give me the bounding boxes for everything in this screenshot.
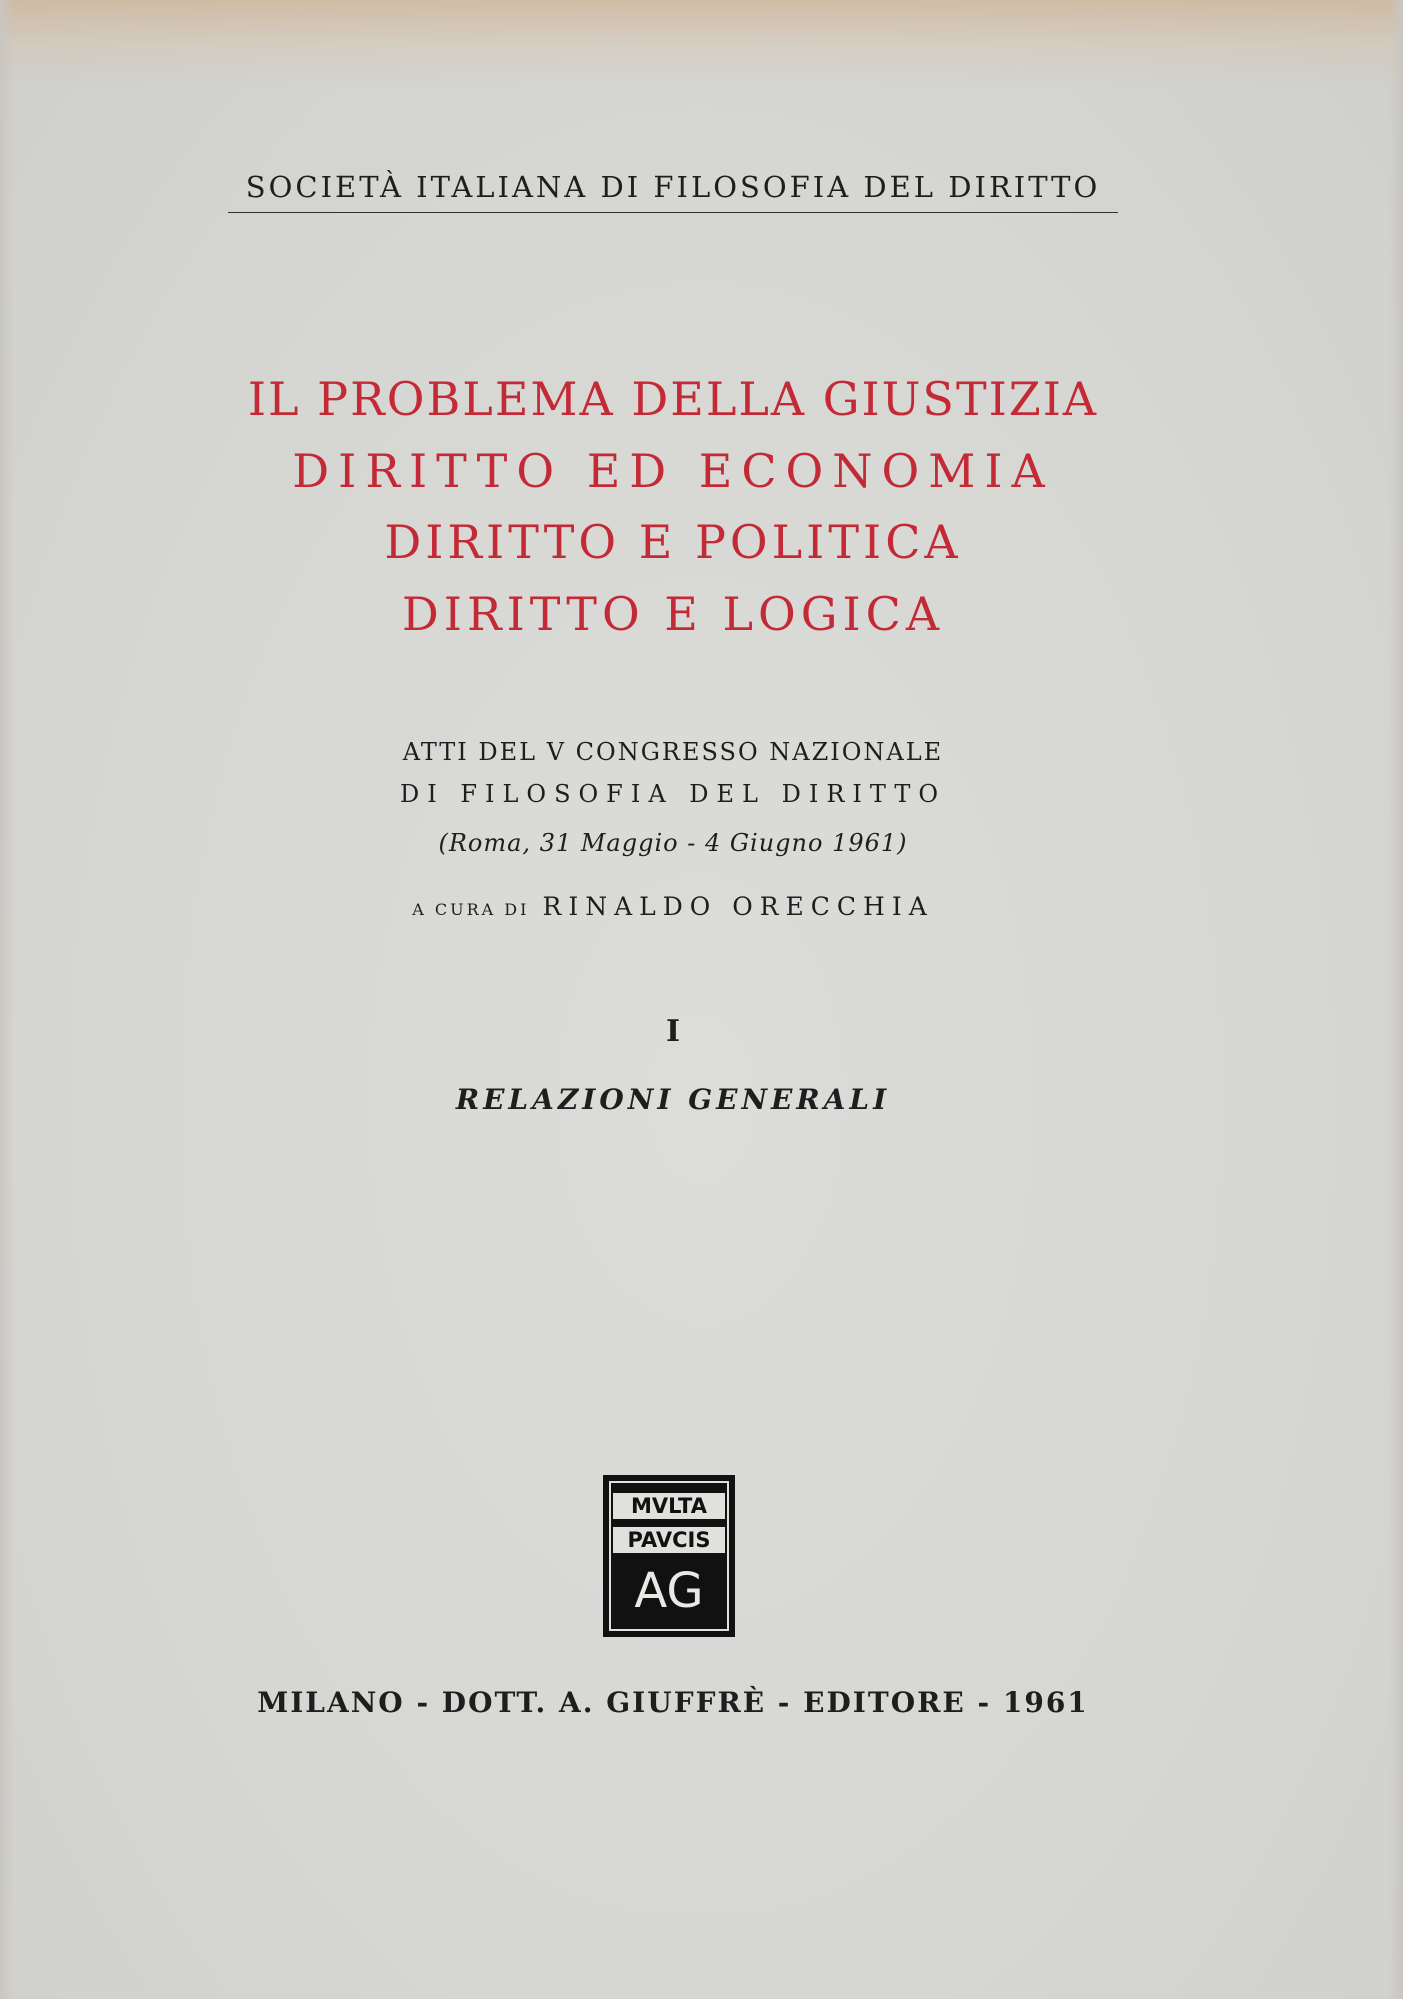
title-line-2: DIRITTO ED ECONOMIA (292, 444, 1054, 498)
title-line-3: DIRITTO E POLITICA (384, 515, 962, 569)
place-date: (Roma, 31 Maggio - 4 Giugno 1961) (438, 829, 908, 857)
logo-initials: AG (634, 1563, 704, 1619)
volume-number: I (665, 1014, 681, 1049)
subtitle-line-1: ATTI DEL V CONGRESSO NAZIONALE (402, 738, 944, 766)
publisher-logo (603, 1475, 735, 1637)
editor-credit (173, 892, 1173, 921)
title-line-4: DIRITTO E LOGICA (401, 587, 945, 641)
right-edge (1389, 0, 1403, 1999)
editor-prefix: A CURA DI (412, 900, 530, 919)
header-rule (228, 212, 1118, 213)
title-line-1: IL PROBLEMA DELLA GIUSTIZIA (247, 372, 1099, 426)
paper-stain (0, 0, 1403, 90)
society-name: SOCIETÀ ITALIANA DI FILOSOFIA DEL DIRITTO (245, 170, 1101, 204)
logo-word-2: PAVCIS (613, 1527, 725, 1553)
logo-word-1: MVLTA (613, 1493, 725, 1519)
subtitle-line-2: DI FILOSOFIA DEL DIRITTO (399, 780, 947, 808)
volume-title: RELAZIONI GENERALI (455, 1083, 891, 1116)
editor-name: RINALDO ORECCHIA (542, 892, 934, 921)
left-edge (0, 0, 14, 1999)
imprint: MILANO - DOTT. A. GIUFFRÈ - EDITORE - 1961 (257, 1686, 1089, 1719)
